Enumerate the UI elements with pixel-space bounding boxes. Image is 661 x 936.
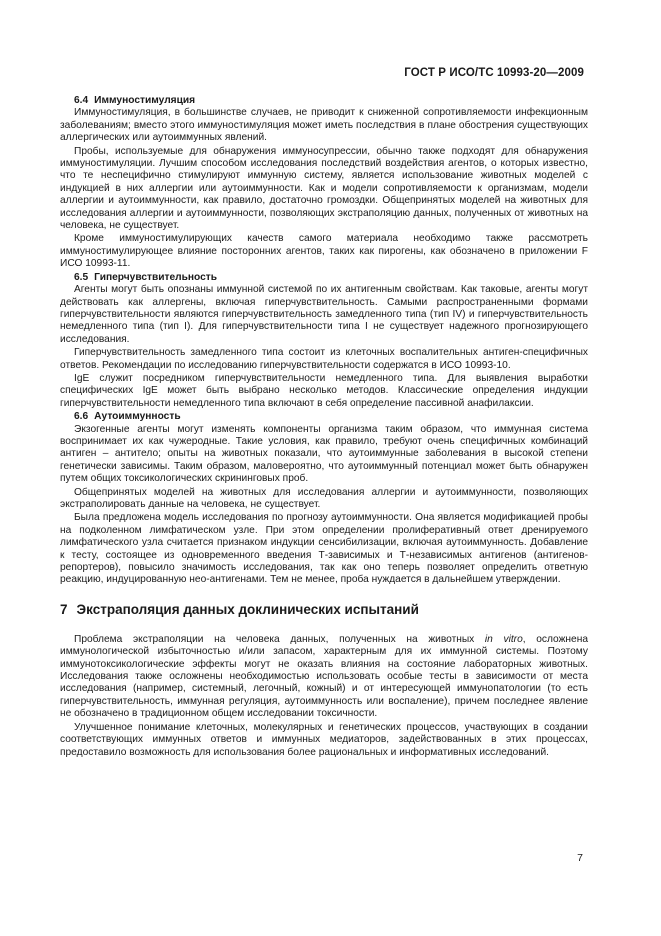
subsection-title: Аутоиммунность: [94, 411, 181, 423]
paragraph: Была предложена модель исследования по прогнозу аутоиммунности. Она является модификацией пробы на подколенном лимфатическом узле. При этом определении пролиферативный ответ дренируемого лимфатического узла считается признаком индукции сенсибилизации, включая аутоиммунность. Добавление к тесту, состоящее из одновременного введения Т-зависимых и Т-независимых антигенов (антигенов-репортеров), повысило значимость исследования, так как оно теперь позволяет определить ответную реакцию, индуцированную нео-антигенами. Тем не менее, проба нуждается в дальнейшем утверждении.: [60, 512, 588, 586]
paragraph: Общепринятых моделей на животных для исследования аллергии и аутоиммунности, позволяющих экстраполировать данные на человека, не существует.: [60, 486, 588, 510]
paragraph-text: Проблема экстраполяции на человека данных, полученных на животных: [74, 633, 485, 645]
subsection-6-4-heading: [74, 95, 588, 107]
subsection-number: 6.5: [74, 271, 89, 283]
paragraph: Кроме иммуностимулирующих качеств самого материала необходимо также рассмотреть иммуностимулирующее влияние посторонних агентов, таких как пирогены, как обозначено в приложении F ИСО 10993-11.: [60, 233, 588, 270]
paragraph: [60, 634, 588, 721]
subsection-title: Иммуностимуляция: [94, 95, 196, 106]
subsection-number: 6.4: [74, 95, 89, 106]
paragraph-text: , осложнена иммунологической избыточностью и/или запасом, характерным для их иммунной системы. Поэтому иммунотоксикологические эффекты могут не оказать влияния на состояние лабораторных животных. Исследования также осложнены необходимостью использовать особые тесты в зависимости от места исследования (например, системный, легочный, кожный) и от интересующей иммунопатологии (то есть гиперчувствительность, иммунная регуляция, аутоиммунность или воспаление), причем последнее явление не обозначено в традиционном общем исследовании токсичности.: [60, 633, 588, 720]
page-number: 7: [577, 852, 583, 864]
paragraph: Пробы, используемые для обнаружения иммуносупрессии, обычно также подходят для обнаружения иммуностимуляции. Лучшим способом исследования последствий воздействия агентов, о которых известно, что те неспецифично стимулируют иммунную систему, является использование животных моделей с индукцией в них аллергии или аутоиммунности. Как и модели сопротивляемости к организмам, модели аллергии и аутоиммунности, как правило, достаточно громоздки. Общепринятых моделей на животных для исследования аллергии и аутоиммунности, позволяющих экстраполяцию данных, полученных от животных на человека, не существует.: [60, 145, 588, 232]
paragraph: Агенты могут быть опознаны иммунной системой по их антигенным свойствам. Как таковые, агенты могут действовать как аллергены, включая гиперчувствительность. Самыми распространенными формами гиперчувствительности являются гиперчувствительность замедленного типа (тип IV) и гиперчувствительность немедленного типа (тип I). Для гиперчувствительности типа I не существует надежного прогнозирующего исследования.: [60, 284, 588, 345]
paragraph: Иммуностимуляция, в большинстве случаев, не приводит к сниженной сопротивляемости инфекционным заболеваниям; вместо этого иммуностимуляция может иметь последствия в плане обострения существующих аллергических или аутоиммунных явлений.: [60, 107, 588, 144]
subsection-title: Гиперчувствительность: [94, 271, 218, 283]
subsection-6-6-heading: [74, 411, 588, 423]
document-header: ГОСТ Р ИСО/ТС 10993-20—2009: [404, 67, 584, 79]
paragraph: Улучшенное понимание клеточных, молекулярных и генетических процессов, участвующих в создании соответствующих иммунных ответов и иммунных медиаторов, задействованных в этих процессах, предоставило возможность для использования более рациональных и информативных исследований.: [60, 721, 588, 758]
section-7-heading: [60, 602, 588, 618]
section-title: Экстраполяция данных доклинических испытаний: [76, 601, 419, 617]
paragraph: Экзогенные агенты могут изменять компоненты организма таким образом, что иммунная система воспринимает их как чужеродные. Такие условия, как правило, требуют очень специфичных комбинаций антиген – антитело; опыты на животных показали, что аутоиммунные заболевания в высокой степени генетически зависимы. Таким образом, маловероятно, что аутоиммунный потенциал может быть обнаружен путем общих токсикологических скрининговых проб.: [60, 423, 588, 485]
italic-term: in vitro: [484, 633, 523, 645]
paragraph: IgE служит посредником гиперчувствительности немедленного типа. Для выявления выработки специфических IgE может быть выбрано несколько методов. Классические определения индукции гиперчувствительности немедленного типа включают в себя определение пассивной анафилаксии.: [60, 372, 588, 409]
document-body: [60, 95, 588, 760]
subsection-number: 6.6: [74, 411, 89, 423]
section-number: 7: [60, 601, 68, 617]
paragraph: Гиперчувствительность замедленного типа состоит из клеточных воспалительных антиген-специфичных ответов. Рекомендации по исследованию гиперчувствительности содержатся в ИСО 10993-10.: [60, 347, 588, 371]
subsection-6-5-heading: [74, 272, 588, 284]
